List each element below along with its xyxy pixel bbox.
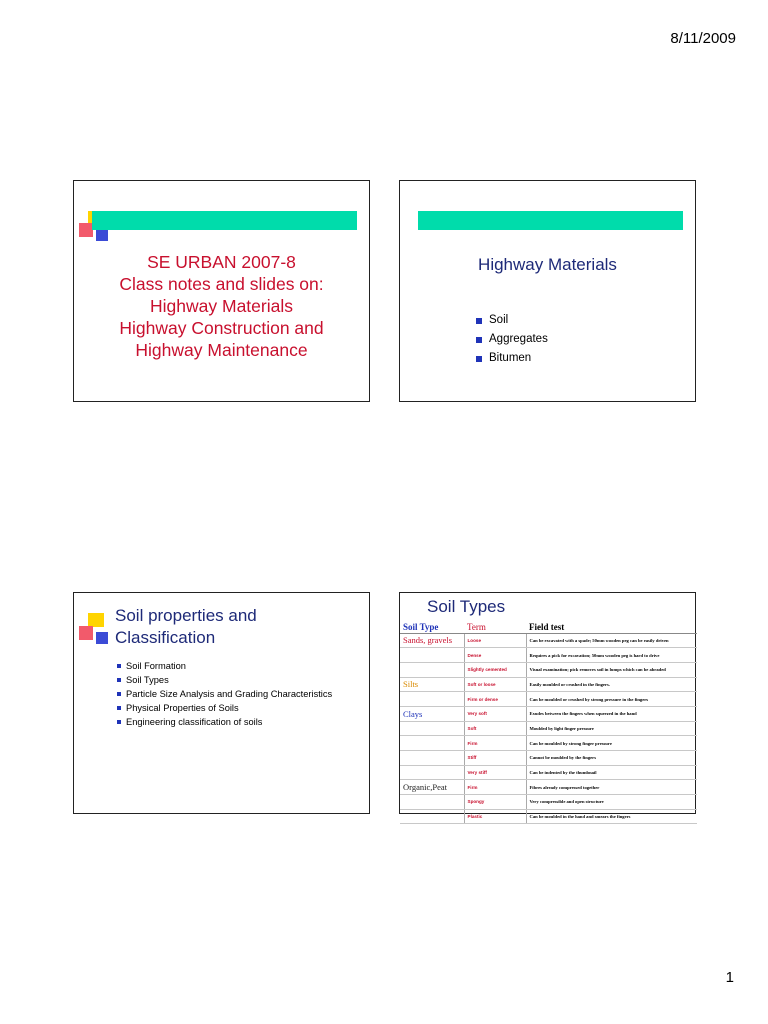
soil-type-cell <box>400 795 464 810</box>
column-header: Soil Type <box>400 622 464 633</box>
slide-soil-types <box>399 592 696 820</box>
soil-type-cell <box>400 692 464 707</box>
table-row <box>400 736 697 751</box>
bullet-item: Soil <box>476 311 548 330</box>
table-row <box>400 809 697 824</box>
bullet-item: Soil Types <box>117 673 332 687</box>
slide-heading <box>115 605 257 649</box>
field-test-cell: Can be indented by the thumbnail <box>526 765 697 780</box>
soil-types-table <box>400 622 697 824</box>
title-line: SE URBAN 2007-8 <box>147 252 296 272</box>
field-test-cell: Visual examination; pick removes soil in lumps which can be abraded <box>526 662 697 677</box>
term-cell: Spongy <box>464 795 526 810</box>
bullet-item: Aggregates <box>476 330 548 349</box>
table-row <box>400 633 697 648</box>
table-row <box>400 706 697 721</box>
accent-bar <box>418 211 683 230</box>
field-test-cell: Requires a pick for excavation; 50mm wooden peg is hard to drive <box>526 648 697 663</box>
page-date: 8/11/2009 <box>670 30 736 47</box>
term-cell: Firm <box>464 780 526 795</box>
table-row <box>400 648 697 663</box>
soil-type-cell <box>400 736 464 751</box>
soil-type-cell: Silts <box>400 677 464 692</box>
title-line: Highway Maintenance <box>135 340 308 360</box>
term-cell: Slightly cemented <box>464 662 526 677</box>
term-cell: Very stiff <box>464 765 526 780</box>
slide-heading: Soil Types <box>427 597 506 616</box>
bullet-list <box>117 659 332 729</box>
slide-highway-materials <box>399 180 696 402</box>
soil-type-cell <box>400 662 464 677</box>
field-test-cell: Very compressible and open structure <box>526 795 697 810</box>
term-cell: Dense <box>464 648 526 663</box>
soil-type-cell <box>400 765 464 780</box>
term-cell: Firm or dense <box>464 692 526 707</box>
field-test-cell: Moulded by light finger pressure <box>526 721 697 736</box>
soil-type-cell <box>400 809 464 824</box>
soil-type-cell <box>400 648 464 663</box>
column-header: Term <box>464 622 526 633</box>
soil-type-cell <box>400 751 464 766</box>
table-row <box>400 751 697 766</box>
title-line: Soil properties and <box>115 606 257 625</box>
field-test-cell: Exudes between the fingers when squeezed in the hand <box>526 706 697 721</box>
table-row <box>400 692 697 707</box>
slide-heading: Highway Materials <box>478 255 617 274</box>
term-cell: Stiff <box>464 751 526 766</box>
slide-title-text <box>74 251 369 361</box>
term-cell: Soft <box>464 721 526 736</box>
term-cell: Plastic <box>464 809 526 824</box>
page-number: 1 <box>725 969 734 986</box>
table-row <box>400 795 697 810</box>
field-test-cell: Can be excavated with a spade; 50mm wooden peg can be easily driven <box>526 633 697 648</box>
soil-type-cell <box>400 721 464 736</box>
bullet-item: Soil Formation <box>117 659 332 673</box>
table-row <box>400 780 697 795</box>
bullet-item: Engineering classification of soils <box>117 715 332 729</box>
table-header-row <box>400 622 697 633</box>
soil-type-cell: Sands, gravels <box>400 633 464 648</box>
term-cell: Very soft <box>464 706 526 721</box>
soil-type-cell: Organic,Peat <box>400 780 464 795</box>
field-test-cell: Can be moulded by strong finger pressure <box>526 736 697 751</box>
table-row <box>400 721 697 736</box>
bullet-item: Physical Properties of Soils <box>117 701 332 715</box>
title-line: Highway Construction and <box>119 318 324 338</box>
slide-title <box>73 180 370 402</box>
column-header: Field test <box>526 622 697 633</box>
table-row <box>400 677 697 692</box>
slide-soil-properties <box>73 592 370 814</box>
table-row <box>400 662 697 677</box>
bullet-item: Particle Size Analysis and Grading Characteristics <box>117 687 332 701</box>
term-cell: Soft or loose <box>464 677 526 692</box>
term-cell: Firm <box>464 736 526 751</box>
title-line: Class notes and slides on: <box>119 274 324 294</box>
term-cell: Loose <box>464 633 526 648</box>
field-test-cell: Can be moulded or crushed by strong pressure in the fingers <box>526 692 697 707</box>
field-test-cell: Fibres already compressed together <box>526 780 697 795</box>
title-line: Highway Materials <box>150 296 293 316</box>
field-test-cell: Cannot be moulded by the fingers <box>526 751 697 766</box>
bullet-list <box>476 311 548 368</box>
soil-type-cell: Clays <box>400 706 464 721</box>
field-test-cell: Easily moulded or crushed in the fingers. <box>526 677 697 692</box>
title-line: Classification <box>115 628 216 647</box>
bullet-item: Bitumen <box>476 349 548 368</box>
accent-bar <box>92 211 357 230</box>
field-test-cell: Can be moulded in the hand and smears the fingers <box>526 809 697 824</box>
table-row <box>400 765 697 780</box>
